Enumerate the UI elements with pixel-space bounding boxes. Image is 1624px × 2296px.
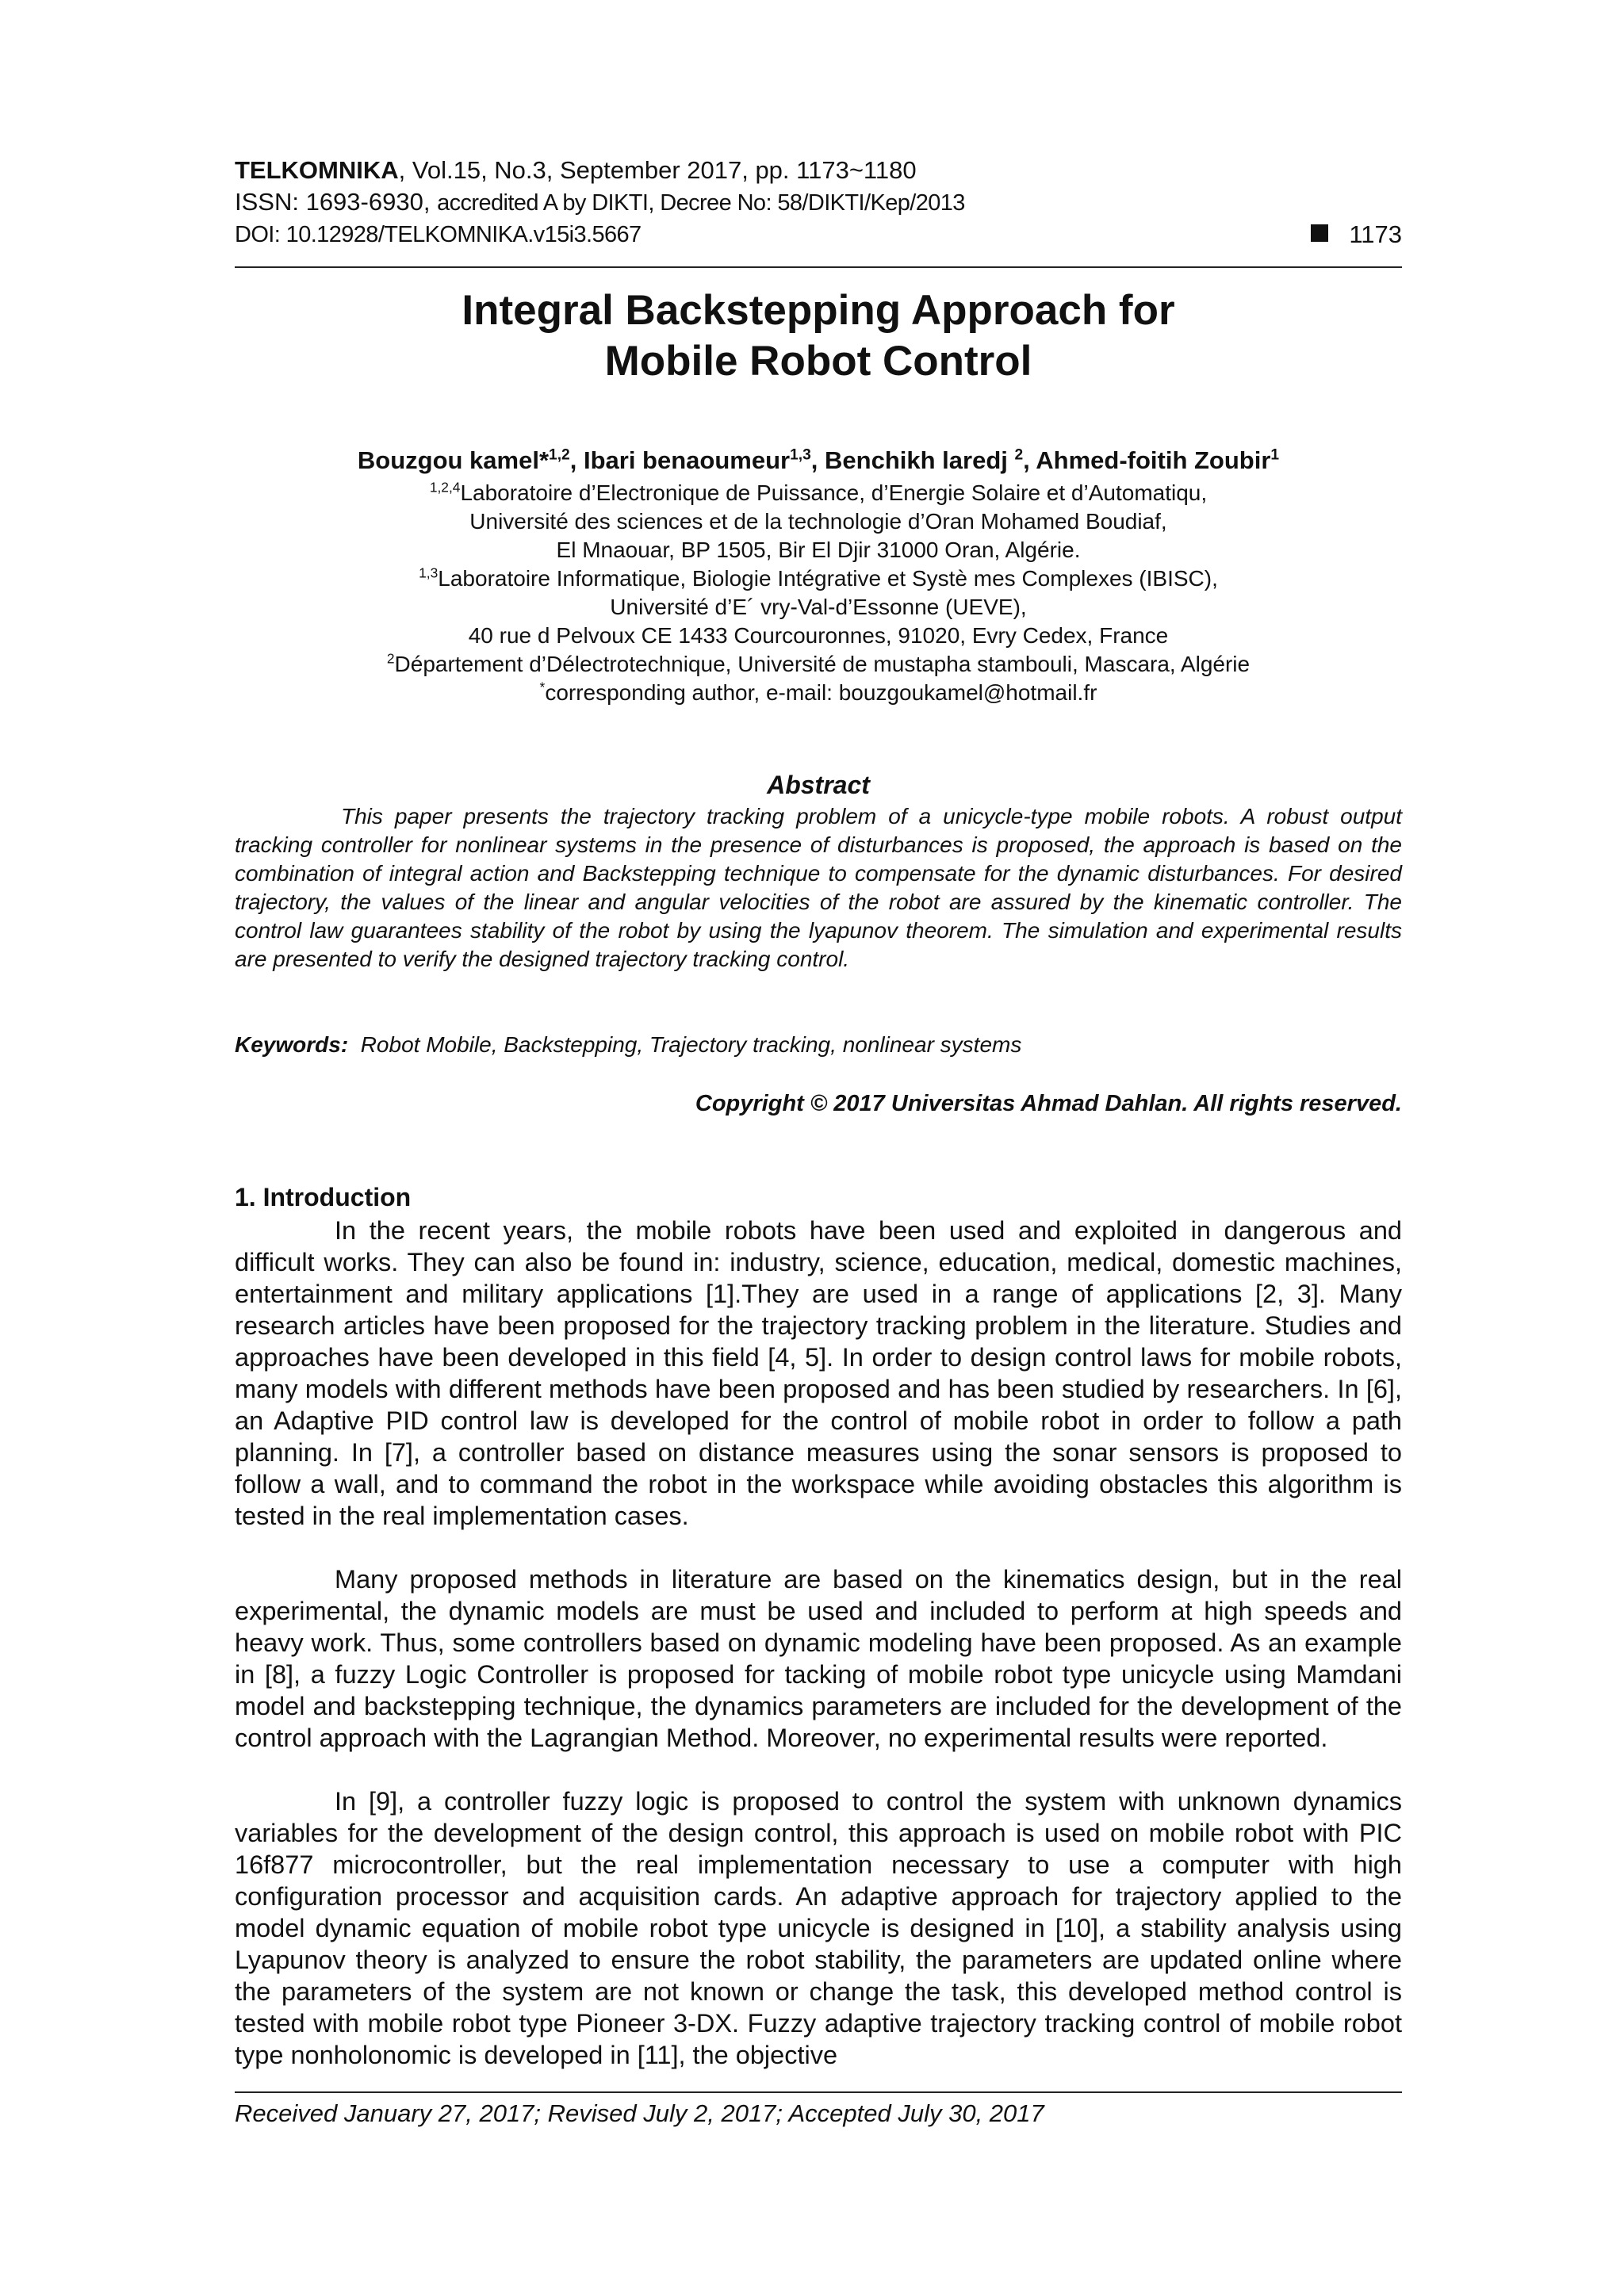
affiliation-line: 40 rue d Pelvoux CE 1433 Courcouronnes, 91020, Evry Cedex, France (468, 623, 1169, 648)
doi-line (235, 219, 642, 250)
affiliation-line: Université des sciences et de la technologie d’Oran Mohamed Boudiaf, (469, 509, 1167, 534)
affiliation-line (235, 479, 1402, 507)
author-separator: , (569, 446, 584, 474)
affiliation-line: Université d’E´ vry-Val-d’Essonne (UEVE), (610, 595, 1027, 619)
affiliation-text: Laboratoire d’Electronique de Puissance, d’Energie Solaire et d’Automatiqu, (460, 480, 1208, 505)
accreditation: accredited A by DIKTI, Decree No: 58/DIKTI/Kep/2013 (437, 190, 965, 216)
author-affiliation-mark: 1 (1270, 446, 1280, 464)
affiliation-text: Laboratoire Informatique, Biologie Intégrative et Systè mes Complexes (IBISC), (438, 566, 1218, 591)
title-line-1: Integral Backstepping Approach for (462, 287, 1175, 334)
issn-line (235, 187, 965, 218)
abstract-heading: Abstract (767, 771, 870, 799)
page-number-text: 1173 (1349, 220, 1402, 248)
body-paragraph: In the recent years, the mobile robots have been used and exploited in dangerous and difficult works. They can also be found in: industry, science, education, medical, domestic machines, entertainment and military applications [1].They are used in a range of applications [2, 3]. Many research articles have been proposed for the trajectory tracking problem in the literature. Studies and approaches have been developed in this field [4, 5]. In order to design control laws for mobile robots, many models with different methods have been proposed and has been studied by researchers. In [6], an Adaptive PID control law is developed for the control of mobile robot in order to follow a path planning. In [7], a controller based on distance measures using the sonar sensors is proposed to follow a wall, and to command the robot in the workspace while avoiding obstacles this algorithm is tested in the real implementation cases. (235, 1216, 1402, 1530)
author-name: Ibari benaoumeur (583, 446, 791, 474)
author-name: Bouzgou kamel* (357, 446, 550, 474)
affiliation-mark: 2 (386, 650, 395, 667)
corresponding-mark: * (539, 679, 546, 695)
affiliation-line: El Mnaouar, BP 1505, Bir El Djir 31000 Oran, Algérie. (556, 538, 1081, 562)
copyright-notice: Copyright © 2017 Universitas Ahmad Dahlan. All rights reserved. (695, 1091, 1402, 1116)
affiliation-mark: 1,3 (419, 564, 439, 581)
body-paragraph: Many proposed methods in literature are based on the kinematics design, but in the real experimental, the dynamic models are must be used and included to perform at high speeds and heavy work. Thus, some controllers based on dynamic modeling have been proposed. As an example in [8], a fuzzy Logic Controller is proposed for tacking of mobile robot type unicycle using Mamdani model and backstepping technique, the dynamics parameters are included for the development of the control approach with the Lagrangian Method. Moreover, no experimental results were reported. (235, 1565, 1402, 1752)
header-rule (235, 266, 1402, 268)
page-number (1311, 220, 1402, 249)
corresponding-text: corresponding author, e-mail: bouzgoukamel@hotmail.fr (545, 680, 1097, 705)
journal-volume: , Vol.15, No.3, September 2017, pp. 1173~1180 (398, 156, 917, 184)
footer-rule (235, 2091, 1402, 2093)
keywords (235, 1032, 1021, 1058)
author-separator: , (1023, 446, 1036, 474)
body-paragraph: In [9], a controller fuzzy logic is proposed to control the system with unknown dynamics variables for the development of the design control, this approach is used on mobile robot with PIC 16f877 microcontroller, but the real implementation necessary to use a computer with high configuration processor and acquisition cards. An adaptive approach for trajectory applied to the model dynamic equation of mobile robot type unicycle is designed in [10], a stability analysis using Lyapunov theory is analyzed to ensure the robot stability, the parameters are updated online where the parameters of the system are not known or change the task, this developed method control is tested with mobile robot type Pioneer 3-DX. Fuzzy adaptive trajectory tracking control of mobile robot type nonholonomic is developed in [11], the objective (235, 1787, 1402, 2069)
author-separator: , (810, 446, 825, 474)
square-bullet-icon (1311, 224, 1328, 242)
affiliation-line (235, 564, 1402, 593)
keywords-text: Robot Mobile, Backstepping, Trajectory tracking, nonlinear systems (348, 1032, 1022, 1057)
journal-name: TELKOMNIKA (235, 156, 399, 184)
author-affiliation-mark: 1,3 (790, 446, 811, 464)
author-name: Ahmed-foitih Zoubir (1036, 446, 1271, 474)
corresponding-author (235, 679, 1402, 707)
author-list (235, 446, 1402, 475)
doi: DOI: 10.12928/TELKOMNIKA.v15i3.5667 (235, 222, 642, 247)
issn: ISSN: 1693-6930, (235, 188, 438, 216)
author-name: Benchikh laredj (825, 446, 1015, 474)
author-affiliation-mark: 2 (1014, 446, 1024, 464)
journal-line (235, 155, 917, 186)
received-dates: Received January 27, 2017; Revised July 2, 2017; Accepted July 30, 2017 (235, 2099, 1044, 2127)
section-heading: 1. Introduction (235, 1183, 412, 1211)
affiliation-text: Département d’Délectrotechnique, Université de mustapha stambouli, Mascara, Algérie (394, 652, 1251, 676)
affiliation-line (235, 650, 1402, 679)
author-affiliation-mark: 1,2 (549, 446, 570, 464)
title-line-2: Mobile Robot Control (604, 338, 1032, 385)
keywords-label: Keywords: (235, 1032, 349, 1057)
affiliation-mark: 1,2,4 (429, 479, 461, 496)
abstract-text: This paper presents the trajectory tracking problem of a unicycle-type mobile robots. A robust output tracking controller for nonlinear systems in the presence of disturbances is proposed, the approach is based on the combination of integral action and Backstepping technique to compensate for the dynamic disturbances. For desired trajectory, the values of the linear and angular velocities of the robot are assured by the kinematic controller. The control law guarantees stability of the robot by using the lyapunov theorem. The simulation and experimental results are presented to verify the designed trajectory tracking control. (235, 804, 1402, 971)
paper-title (235, 285, 1402, 387)
